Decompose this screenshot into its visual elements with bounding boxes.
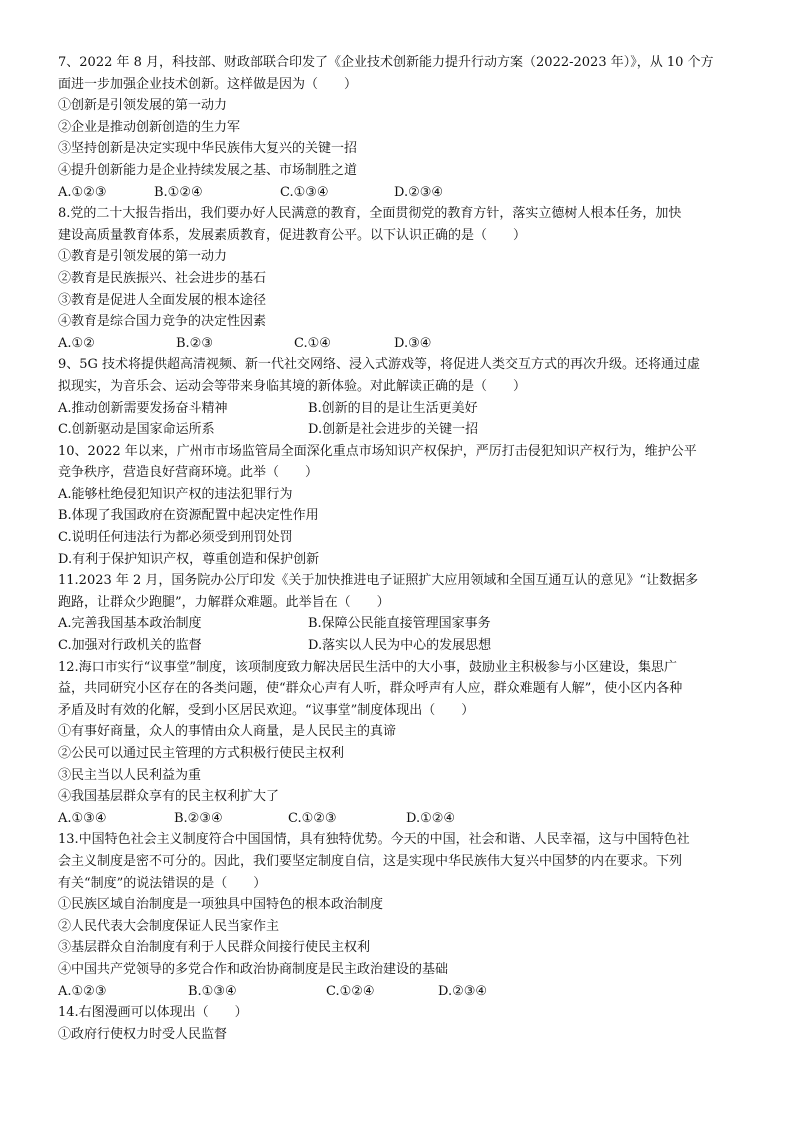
statement-item: ②公民可以通过民主管理的方式积极行使民主权利 [58,746,345,761]
question-8 [58,203,748,354]
option-c: C.①②④ [326,983,375,999]
option-a: A.推动创新需要发扬奋斗精神 [58,400,228,416]
option-d: D.落实以人民为中心的发展思想 [308,638,492,654]
question-stem: 10、2022 年以来，广州市市场监管局全面深化重点市场知识产权保护，严厉打击侵犯知识产权行为，维护公平 [58,443,697,459]
question-stem: 会主义制度是密不可分的。因此，我们要坚定制度自信，这是实现中华民族伟大复兴中国梦的内在要求。下列 [58,853,683,869]
statement-item: ③基层群众自治制度有利于人民群众间接行使民主权利 [58,940,371,956]
option-d: D.③④ [394,335,432,351]
statement-item: ④教育是综合国力竞争的决定性因素 [58,314,267,330]
question-stem: 13.中国特色社会主义制度符合中国国情，具有独特优势。今天的中国，社会和谐、人民幸福，这与中国特色社 [58,832,690,848]
option-d: D.②③④ [394,184,444,200]
option-a: A.①②③ [58,184,107,200]
question-stem: 竞争秩序，营造良好营商环境。此举（ ） [58,465,319,481]
option-c: C.①④ [294,335,331,351]
question-7 [58,52,748,203]
question-stem: 跑路，让群众少跑腿”，力解群众难题。此举旨在（ ） [58,594,390,610]
option-a: A.能够杜绝侵犯知识产权的违法犯罪行为 [58,486,293,502]
option-a: A.①②③ [58,983,107,999]
option-c: C.加强对行政机关的监督 [58,638,202,654]
option-b: B.①③④ [188,983,237,999]
statement-item: ④中国共产党领导的多党合作和政治协商制度是民主政治建设的基础 [58,961,449,977]
answer-options [58,182,748,204]
question-stem: 9、5G 技术将提供超高清视频、新一代社交网络、浸入式游戏等，将促进人类交互方式的再次升级。还将通过虚 [58,357,701,373]
question-11 [58,570,748,656]
question-12 [58,657,748,830]
option-c: C.①②③ [288,810,337,826]
question-stem: 拟现实，为音乐会、运动会等带来身临其境的新体验。对此解读正确的是（ ） [58,378,527,394]
statement-item: ②教育是民族振兴、社会进步的基石 [58,270,267,286]
statement-item: ④我国基层群众享有的民主权利扩大了 [58,789,280,805]
statement-item: ④提升创新能力是企业持续发展之基、市场制胜之道 [58,162,358,178]
answer-options [58,613,748,635]
statement-item: ③教育是促进人全面发展的根本途径 [58,292,267,308]
statement-item: ①教育是引领发展的第一动力 [58,249,228,265]
statement-item: ①创新是引领发展的第一动力 [58,98,228,114]
answer-options [58,808,748,830]
option-c: C.①③④ [280,184,329,200]
option-a: A.①③④ [58,810,107,826]
statement-item: ②企业是推动创新创造的生力军 [58,119,241,135]
option-a: A.①② [58,335,95,351]
question-stem: 14.右图漫画可以体现出（ ） [58,1005,248,1021]
question-14 [58,1002,748,1045]
statement-item: ③坚持创新是决定实现中华民族伟大复兴的关键一招 [58,141,358,157]
question-stem: 矛盾及时有效的化解，受到小区居民欢迎。“议事堂”制度体现出（ ） [58,702,475,718]
statement-item: ③民主当以人民利益为重 [58,767,202,783]
option-d: D.创新是社会进步的关键一招 [308,422,479,438]
option-d: D.①②④ [406,810,456,826]
answer-options [58,981,748,1003]
option-b: B.体现了我国政府在资源配置中起决定性作用 [58,508,319,524]
option-b: B.保障公民能直接管理国家事务 [308,616,491,632]
answer-options [58,333,748,355]
question-stem: 7、2022 年 8 月，科技部、财政部联合印发了《企业技术创新能力提升行动方案（2022-2023 年）》，从 10 个方 [58,55,714,70]
answer-options [58,398,748,420]
question-stem: 益，共同研究小区存在的各类问题，使“群众心声有人听，群众呼声有人应，群众难题有人解”，使小区内各种 [58,681,683,697]
option-c: C.创新驱动是国家命运所系 [58,422,215,438]
exam-page [58,52,748,1045]
question-stem: 12.海口市实行“议事堂”制度，该项制度致力解决居民生活中的大小事，鼓励业主积极参与小区建设，集思广 [58,659,677,675]
option-b: B.创新的目的是让生活更美好 [308,400,478,416]
question-13 [58,829,748,1002]
option-b: B.②③ [176,335,213,351]
question-9 [58,354,748,440]
statement-item: ①有事好商量，众人的事情由众人商量，是人民民主的真谛 [58,724,397,740]
answer-options [58,635,748,657]
question-stem: 面进一步加强企业技术创新。这样做是因为（ ） [58,76,358,92]
statement-item: ①政府行使权力时受人民监督 [58,1026,228,1042]
question-stem: 8.党的二十大报告指出，我们要办好人民满意的教育，全面贯彻党的教育方针，落实立德树人根本任务，加快 [58,206,682,222]
question-stem: 11.2023 年 2 月，国务院办公厅印发《关于加快推进电子证照扩大应用领域和全国互通互认的意见》“让数据多 [58,573,699,589]
statement-item: ②人民代表大会制度保证人民当家作主 [58,918,280,934]
option-d: D.有利于保护知识产权，尊重创造和保护创新 [58,551,320,567]
option-c: C.说明任何违法行为都必须受到刑罚处罚 [58,530,293,546]
statement-item: ①民族区域自治制度是一项独具中国特色的根本政治制度 [58,897,384,913]
question-stem: 有关“制度”的说法错误的是（ ） [58,875,267,891]
option-d: D.②③④ [438,983,488,999]
option-a: A.完善我国基本政治制度 [58,616,202,632]
answer-options [58,419,748,441]
question-stem: 建设高质量教育体系，发展素质教育，促进教育公平。以下认识正确的是（ ） [58,227,527,243]
question-10 [58,441,748,571]
option-b: B.②③④ [174,810,223,826]
option-b: B.①②④ [154,184,203,200]
